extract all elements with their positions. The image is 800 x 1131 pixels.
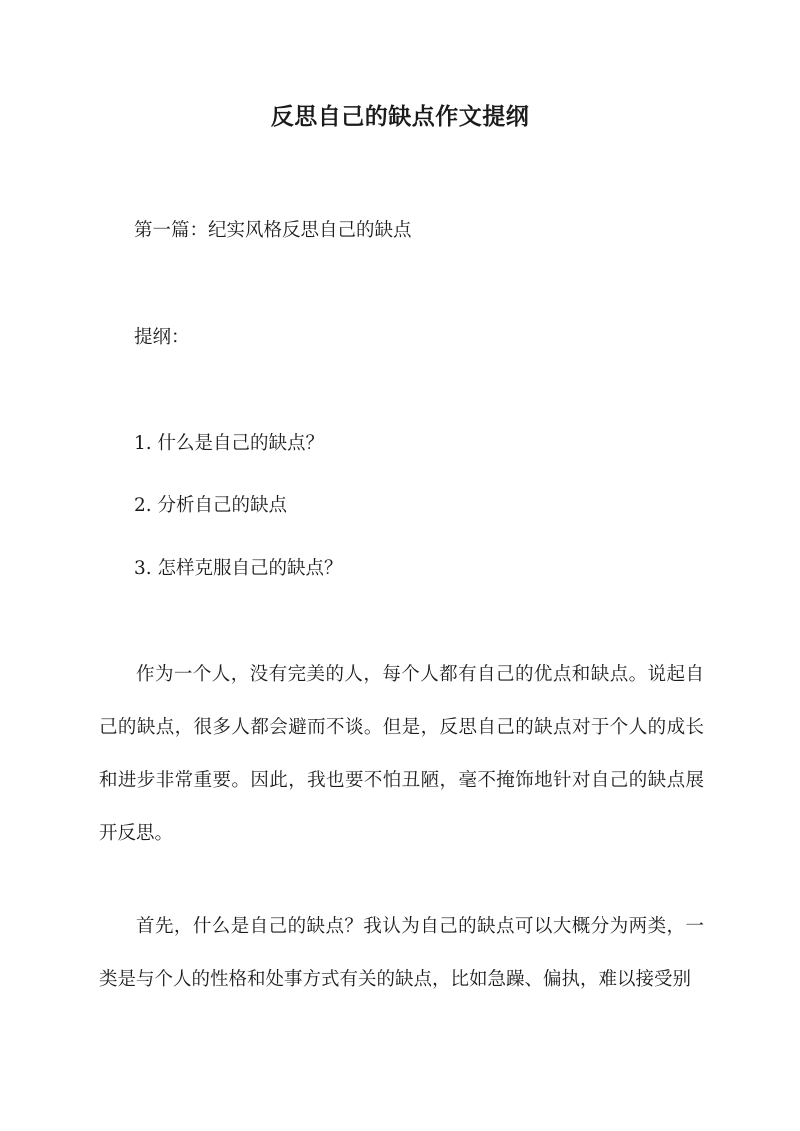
body-paragraph-intro: 作为一个人，没有完美的人，每个人都有自己的优点和缺点。说起自己的缺点，很多人都会避而不谈。但是，反思自己的缺点对于个人的成长和进步非常重要。因此，我也要不怕丑陋，毫不掩饰地针对自己的缺点展开反思。 [99,664,704,844]
outline-item-2: 2. 分析自己的缺点 [134,495,288,516]
outline-item-3: 3. 怎样克服自己的缺点？ [134,558,343,579]
outline-label: 提纲： [134,327,190,348]
section-heading: 第一篇：纪实风格反思自己的缺点 [134,220,412,241]
outline-item-1: 1. 什么是自己的缺点？ [134,433,325,454]
body-paragraph-first: 首先，什么是自己的缺点？我认为自己的缺点可以大概分为两类，一类是与个人的性格和处事方式有关的缺点，比如急躁、偏执，难以接受别 [99,916,704,990]
document-title: 反思自己的缺点作文提纲 [270,103,530,130]
